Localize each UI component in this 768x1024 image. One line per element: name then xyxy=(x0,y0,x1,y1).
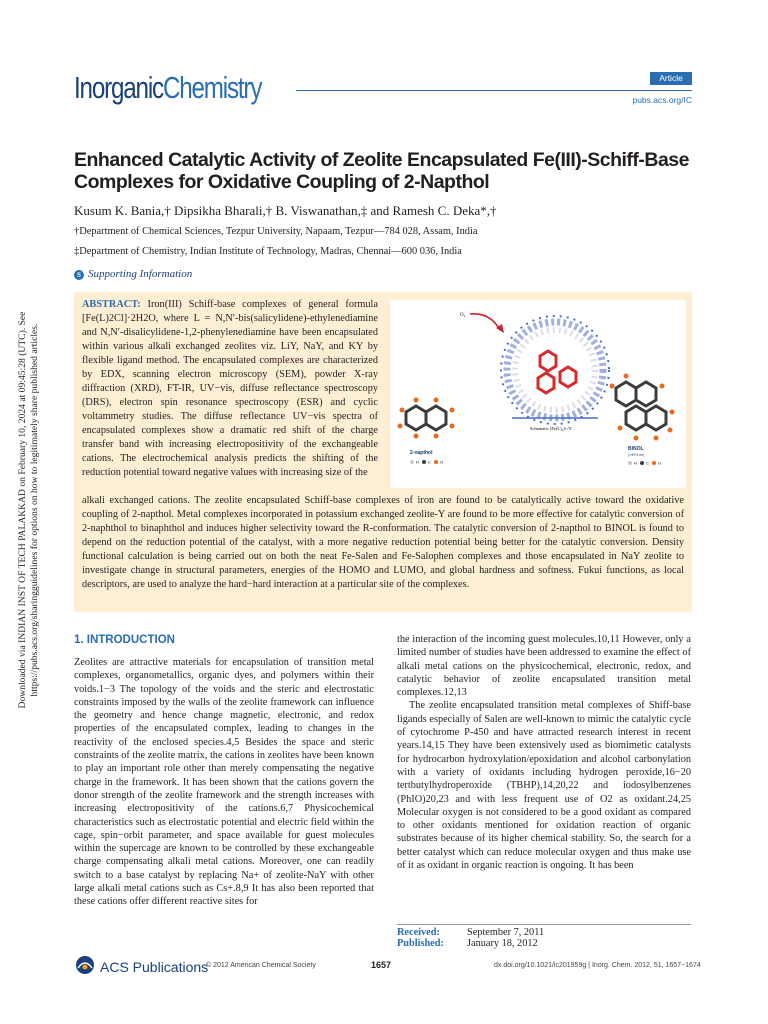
intro-paragraph-3: The zeolite encapsulated transition metal complexes of Shiff-base ligands especially of Salen are well-known to mimic the catalytic cycle of cytochrome P-450 and have attracted research interest in recent years.14,15 They have been extensively used as biomimetic catalysts for hydrocarbon hydroxylation/epoxidation and alcohol carbonylation with a variety of oxidants including hydrogen peroxide,16−20 tertbutylhydroperoxide (TBHP),14,20,22 and iodosylbenzenes (PhIO)20,23 and with less frequent use of O2 as oxidant.24,25 Molecular oxygen is not considered to be a good oxidant as compared to other oxidants mentioned for oxidation reaction of organic substrates because of its higher chemical stability. So, the search for a better catalyst which can reduce molecular oxygen and thus make use of it as oxidant in organic reaction is ongoing. It has been xyxy=(397,700,691,872)
binol-molecule xyxy=(616,382,666,430)
abstract-text-top xyxy=(82,298,378,480)
acs-publications-label[interactable]: ACS Publications xyxy=(100,959,209,975)
legend-right xyxy=(628,461,661,466)
toc-graphic-svg xyxy=(390,300,686,488)
received-date: September 7, 2011 xyxy=(467,927,545,938)
abstract-label: ABSTRACT: xyxy=(82,299,141,310)
svg-text:H: H xyxy=(634,460,637,466)
page-number: 1657 xyxy=(371,960,392,970)
column-left xyxy=(74,656,374,909)
zeolite-label: Schematic [Fe(L)₂]+/Y xyxy=(530,426,572,431)
legend-left xyxy=(410,460,443,465)
svg-text:C: C xyxy=(646,460,649,466)
section-heading-introduction: 1. INTRODUCTION xyxy=(74,634,175,646)
o2-arrow xyxy=(470,314,500,330)
published-label: Published: xyxy=(397,938,444,949)
binol-ee-label: (>99% ee) xyxy=(628,453,645,457)
intro-paragraph-1: Zeolites are attractive materials for encapsulation of transition metal complexes, organometallics, organic dyes, and polymers within their voids.1−3 The topology of the voids and the steric and electrostatic constraints imposed by the walls of the zeolite framework can influence the geometry and hence change magnetic, electronic, and redox properties of the encapsulated complex, leading to changes in the reactivity of the enclosed species.4,5 Besides the space and steric constraints of the zeolite matrix, the cations in zeolites have been known to play an important role other than merely compensating the negative charge in the framework. It has been shown that the cations govern the donor strength of the zeolite framework and the strength increases with increasing electropositivity of the cations.6,7 Physicochemical characteristics such as electrostatic potential and electric field within the cage, spin−orbit parameter, and space available for guest molecules within the supercage are known to be controlled by these exchangeable charge compensating alkali metal cations. Moreover, one can readily switch to a base catalyst by replacing Na+ of zeolite-NaY with other large alkali metal cations such as Cs+.8,9 It has also been reported that these cations offer different reactive sites for xyxy=(74,657,374,908)
journal-logo-part1: Inorganic xyxy=(74,70,163,105)
download-notice: Downloaded via INDIAN INST OF TECH PALAKKAD on February 10, 2024 at 09:45:28 (UTC). See https://pubs.acs.org/sharingguidelines for options on how to legitimately share published articles. xyxy=(17,311,40,709)
fe-salen-complex xyxy=(538,351,576,393)
o2-label: O₂ xyxy=(460,313,466,318)
journal-url-link[interactable]: pubs.acs.org/IC xyxy=(632,95,692,105)
received-label: Received: xyxy=(397,927,440,938)
supporting-info-label: Supporting Information xyxy=(88,268,193,280)
zeolite-cage xyxy=(501,316,609,424)
svg-text:C: C xyxy=(428,459,431,465)
binol-label: BINOL xyxy=(628,446,644,452)
abstract-text-bottom: alkali exchanged cations. The zeolite encapsulated Schiff-base complexes of iron are found to be catalytically active toward the oxidative coupling of 2-napthol. Metal complexes incorporated in potassium exchanged zeolite-Y are found to be more effective for catalytic conversion of 2-naphthol to binaphthol and induces higher selectivity toward the R-conformation. The catalytic conversion of 2-napthol to BINOL is found to depend on the reduction potential of the catalyst, with a more negative reduction potential being better for the catalytic conversion. Density functional calculation is being carried out on both the neat Fe-Salen and Fe-Salophen complexes and those encapsulated in NaY zeolite to investigate change in structural parameters, energies of the HOMO and LUMO, and global hardness and softness. Fukui functions, as local descriptors, are used to analyze the hard−hard interaction at a particular site of the complexes. xyxy=(82,495,684,590)
acs-logo-icon xyxy=(74,954,96,981)
author-list: Kusum K. Bania,† Dipsikha Bharali,† B. Viswanathan,‡ and Ramesh C. Deka*,† xyxy=(74,203,497,218)
published-date: January 18, 2012 xyxy=(467,938,538,949)
affiliation-2: ‡Department of Chemistry, Indian Institute of Technology, Madras, Chennai—600 036, India xyxy=(74,246,462,257)
svg-text:H: H xyxy=(416,459,419,465)
supporting-information-link[interactable] xyxy=(74,268,192,280)
publication-dates xyxy=(397,924,691,949)
journal-logo xyxy=(74,72,261,103)
naphthol-label: 2-napthol xyxy=(410,450,433,456)
affiliation-1: †Department of Chemical Sciences, Tezpur University, Napaam, Tezpur—784 028, Assam, India xyxy=(74,226,478,237)
article-title: Enhanced Catalytic Activity of Zeolite Encapsulated Fe(III)-Schiff-Base Complexes for Oxidative Coupling of 2-Napthol xyxy=(74,149,689,193)
svg-text:O: O xyxy=(658,460,662,466)
naphthol-molecule xyxy=(406,406,446,430)
doi-citation[interactable]: dx.doi.org/10.1021/ic201959g | Inorg. Chem. 2012, 51, 1657−1674 xyxy=(494,962,701,969)
svg-text:O: O xyxy=(440,459,444,465)
column-right xyxy=(397,633,691,872)
supporting-info-icon: S xyxy=(74,270,84,280)
toc-graphic xyxy=(390,300,686,488)
copyright-text: © 2012 American Chemical Society xyxy=(206,962,316,969)
abstract-body-top: Iron(III) Schiff-base complexes of general formula [Fe(L)2Cl]·2H2O, where L = N,N′-bis(salicylidene)-ethylenediamine and N,N′-disalicylidene-1,2-phenylenediamine have been encapsulated within various alkali exchanged zeolites viz. LiY, NaY, and KY by flexible ligand method. The encapsulated complexes are characterized by EDX, scanning electron microscopy (SEM), powder X-ray diffraction (XRD), FT-IR, UV−vis, diffuse reflectance spectroscopy (DRS), electron spin resonance spectroscopy (ESR) and cyclic voltammetry studies. The diffuse reflectance UV−vis spectra of encapsulated complexes show a dramatic red shift of the charge transfer band with increasing electropositivity of the exchangeable cations. The electrochemical analysis predicts the shifting of the reduction potential toward negative values with increasing size of the xyxy=(82,299,378,478)
article-type-badge: Article xyxy=(650,72,692,85)
header-rule xyxy=(296,90,692,91)
journal-logo-part2: Chemistry xyxy=(162,70,262,105)
intro-paragraph-2: the interaction of the incoming guest molecules.10,11 However, only a limited number of studies have been addressed to examine the effect of alkali metal cations on the physicochemical, electronic, redox, and catalytic behavior of zeolite encapsulated transition metal complexes.12,13 xyxy=(397,634,691,699)
